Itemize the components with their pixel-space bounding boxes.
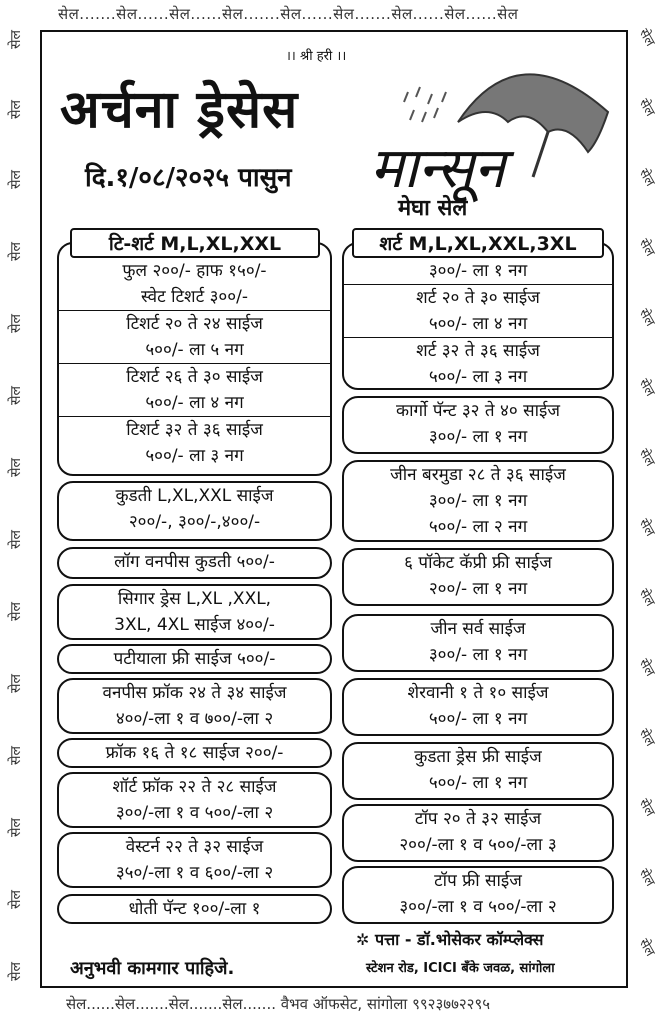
top1-box <box>342 804 614 862</box>
side-word: सेल <box>7 962 24 981</box>
side-word: सेल <box>7 242 24 261</box>
side-word: सेल <box>7 170 24 189</box>
jeans-bermuda-box <box>342 460 614 542</box>
border-top-text: सेल.......सेल......सेल......सेल.......सेल......सेल.......सेल......सेल......सेल <box>58 5 519 23</box>
tshirt-line: टिशर्ट २० ते २४ साईज <box>126 314 263 334</box>
side-word: सेल <box>635 936 658 960</box>
sherwani-line: शेरवानी १ ते १० साईज <box>407 683 549 703</box>
dhoti-line: धोती पॅन्ट १००/-ला १ <box>128 899 261 919</box>
jeans-bermuda-line: जीन बरमुडा २८ ते ३६ साईज <box>390 465 566 485</box>
patiyala-line: पटीयाला फ्री साईज ५००/- <box>113 649 276 669</box>
cargo-line: कार्गो पॅन्ट ३२ ते ४० साईज <box>396 401 560 421</box>
megha-sale: मेघा सेल <box>398 196 468 221</box>
top2-line: टॉप फ्री साईज <box>434 871 522 891</box>
side-word: सेल <box>635 26 658 50</box>
tshirt-line: ५००/- ला ३ नग <box>145 446 244 466</box>
kudti-box <box>57 481 332 541</box>
western-line: वेस्टर्न २२ ते ३२ साईज <box>125 837 264 857</box>
frock-line: फ्रॉक १६ ते १८ साईज २००/- <box>105 743 284 763</box>
border-right <box>637 28 663 988</box>
shirt-header: शर्ट M,L,XL,XXL,3XL <box>352 228 604 258</box>
kudti-line: कुडती L,XL,XXL साईज <box>115 486 274 506</box>
border-bottom-text: सेल......सेल.......सेल.......सेल....... वैभव ऑफसेट, सांगोला ९९२३७७२२९५ <box>66 995 491 1013</box>
western-box <box>57 832 332 888</box>
frock-box <box>57 738 332 768</box>
side-word: सेल <box>7 100 24 119</box>
side-word: सेल <box>635 306 658 330</box>
shri-hari: ।। श्री हरी ।। <box>286 49 347 64</box>
side-word: सेल <box>7 530 24 549</box>
side-word: सेल <box>635 446 658 470</box>
side-word: सेल <box>7 314 24 333</box>
side-word: सेल <box>7 890 24 909</box>
date-line: दि.१/०८/२०२५ पासुन <box>85 163 292 193</box>
address-line-1: ✲ पत्ता - डॉ.भोसेकर कॉम्प्लेक्स <box>356 930 544 949</box>
onepiece-box <box>57 678 332 734</box>
side-word: सेल <box>7 30 24 49</box>
tshirt-line: ५००/- ला ४ नग <box>145 393 244 413</box>
onepiece-line: वनपीस फ्रॉक २४ ते ३४ साईज <box>102 683 287 703</box>
onepiece-line: ४००/-ला १ व ७००/-ला २ <box>115 709 274 729</box>
side-word: सेल <box>7 818 24 837</box>
shirt-line: ५००/- ला ४ नग <box>428 314 528 334</box>
sigar-line: 3XL, 4XL साईज ४००/- <box>114 615 275 635</box>
top1-line: २००/-ला १ व ५००/-ला ३ <box>399 835 557 855</box>
side-word: सेल <box>635 236 658 260</box>
top1-line: टॉप २० ते ३२ साईज <box>414 809 542 829</box>
kudta-line: ५००/- ला १ नग <box>428 773 528 793</box>
address-line-2: स्टेशन रोड, ICICI बँके जवळ, सांगोला <box>366 961 555 976</box>
sigar-box <box>57 584 332 640</box>
jeans-bermuda-line: ५००/- ला २ नग <box>428 517 528 537</box>
side-word: सेल <box>635 516 658 540</box>
side-word: सेल <box>635 96 658 120</box>
jeans-bermuda-line: ३००/- ला १ नग <box>428 491 528 511</box>
border-left <box>2 10 30 1000</box>
tshirt-line: फुल २००/- हाफ १५०/- <box>122 261 267 281</box>
jeans-line: ३००/- ला १ नग <box>428 645 528 665</box>
shirt-line: शर्ट ३२ ते ३६ साईज <box>416 341 540 361</box>
tshirt-box <box>57 242 332 476</box>
long-box <box>57 547 332 579</box>
side-word: सेल <box>635 586 658 610</box>
side-word: सेल <box>635 866 658 890</box>
tshirt-line: टिशर्ट ३२ ते ३६ साईज <box>126 420 263 440</box>
western-line: ३५०/-ला १ व ६००/-ला २ <box>115 863 274 883</box>
sigar-line: सिगार ड्रेस L,XL ,XXL, <box>117 589 272 609</box>
long-line: लॉग वनपीस कुडती ५००/- <box>114 552 275 572</box>
hiring-notice: अनुभवी कामगार पाहिजे. <box>70 958 235 979</box>
patiyala-box <box>57 644 332 674</box>
side-word: सेल <box>7 674 24 693</box>
top2-line: ३००/-ला १ व ५००/-ला २ <box>399 897 557 917</box>
kudta-box <box>342 742 614 800</box>
tshirt-line: टिशर्ट २६ ते ३० साईज <box>126 367 263 387</box>
side-word: सेल <box>7 458 24 477</box>
short-frock-line: ३००/-ला १ व ५००/-ला २ <box>115 803 274 823</box>
tshirt-header: टि-शर्ट M,L,XL,XXL <box>70 228 320 258</box>
side-word: सेल <box>7 746 24 765</box>
shirt-line: ५००/- ला ३ नग <box>428 367 528 387</box>
short-frock-line: शॉर्ट फ्रॉक २२ ते २८ साईज <box>112 777 277 797</box>
side-word: सेल <box>635 796 658 820</box>
short-frock-box <box>57 772 332 828</box>
cargo-line: ३००/- ला १ नग <box>428 427 528 447</box>
dhoti-box <box>57 894 332 924</box>
tshirt-line: स्वेट टिशर्ट ३००/- <box>141 287 248 307</box>
side-word: सेल <box>635 376 658 400</box>
jeans-line: जीन सर्व साईज <box>430 619 526 639</box>
side-word: सेल <box>7 386 24 405</box>
shop-name: अर्चना ड्रेसेस <box>60 80 299 140</box>
capri-line: २००/- ला १ नग <box>428 579 528 599</box>
side-word: सेल <box>635 656 658 680</box>
side-word: सेल <box>635 726 658 750</box>
shirt-box <box>342 242 614 390</box>
side-word: सेल <box>635 166 658 190</box>
sherwani-line: ५००/- ला १ नग <box>428 709 528 729</box>
kudta-line: कुडता ड्रेस फ्री साईज <box>414 747 542 767</box>
shirt-line: ३००/- ला १ नग <box>428 261 528 281</box>
tshirt-line: ५००/- ला ५ नग <box>145 340 244 360</box>
monsoon-title: मान्सून <box>370 136 505 201</box>
jeans-box <box>342 614 614 672</box>
cargo-box <box>342 396 614 454</box>
sherwani-box <box>342 678 614 736</box>
kudti-line: २००/-, ३००/-,४००/- <box>128 512 261 532</box>
capri-line: ६ पॉकेट कॅप्री फ्री साईज <box>404 553 552 573</box>
shirt-line: शर्ट २० ते ३० साईज <box>416 288 540 308</box>
capri-box <box>342 548 614 606</box>
top2-box <box>342 866 614 924</box>
side-word: सेल <box>7 602 24 621</box>
